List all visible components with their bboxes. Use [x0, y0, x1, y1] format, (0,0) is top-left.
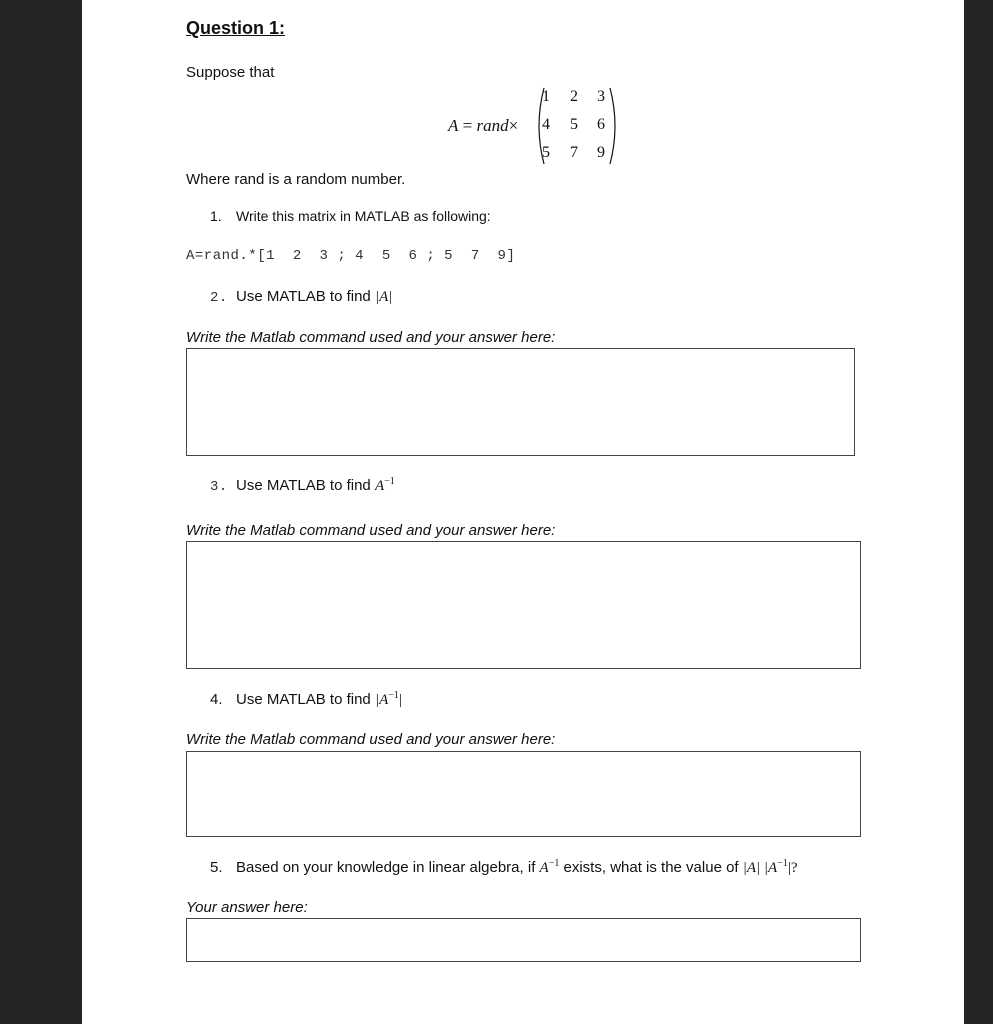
matrix-cell: 1: [542, 88, 550, 105]
matrix-cell: 4: [542, 116, 550, 133]
item-1: 1. Write this matrix in MATLAB as following:: [210, 208, 491, 224]
answer-prompt-4: Write the Matlab command used and your answer here:: [186, 731, 556, 748]
item-3: 3. Use MATLAB to find $A^{-1}$: [210, 476, 395, 495]
matrix-cell: 5: [542, 144, 550, 161]
answer-prompt-3: Write the Matlab command used and your answer here:: [186, 522, 556, 539]
item-4: 4. Use MATLAB to find $|A^{-1}|$: [210, 690, 402, 708]
matrix-cell: 9: [597, 144, 605, 161]
equation-label: A = rand×: [448, 116, 519, 135]
matlab-code: A=rand.*[1 2 3 ; 4 5 6 ; 5 7 9]: [186, 248, 516, 264]
matrix-cell: 2: [570, 88, 578, 105]
matrix-cell: 5: [570, 116, 578, 133]
answer-box-4[interactable]: [186, 751, 861, 837]
matrix-cell: 6: [597, 116, 605, 133]
matrix-cell: 3: [597, 88, 605, 105]
intro-text: Suppose that: [186, 64, 275, 81]
document-page: [82, 0, 964, 1024]
answer-prompt-2: Write the Matlab command used and your answer here:: [186, 329, 556, 346]
item-2: 2. Use MATLAB to find |A|: [210, 288, 393, 306]
item-5: 5. Based on your knowledge in linear algebra, if $A^{-1}$ exists, what is the value of |A| $|A^{-1}|$?: [210, 858, 798, 876]
answer-box-5[interactable]: [186, 918, 861, 962]
answer-box-2[interactable]: [186, 348, 855, 456]
question-title: Question 1:: [186, 18, 286, 38]
rand-note: Where rand is a random number.: [186, 171, 406, 188]
answer-box-3[interactable]: [186, 541, 861, 669]
final-answer-prompt: Your answer here:: [186, 899, 308, 916]
matrix-cell: 7: [570, 144, 578, 161]
